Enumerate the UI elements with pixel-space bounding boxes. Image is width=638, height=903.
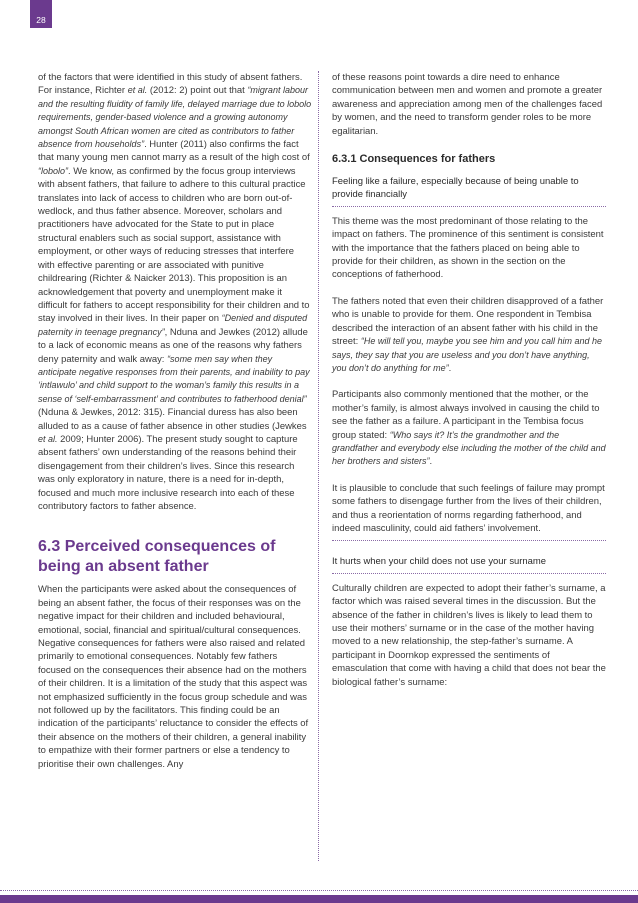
right-paragraph-2: This theme was the most predominant of those relating to the impact on fathers. The prominence of this sentiment is consistent with the importance that the fathers placed on being able to provide for their children, as shown in the section on the conceptions of fatherhood. (332, 215, 604, 281)
text-span: . We know, as confirmed by the focus group interviews with absent fathers, that failure to adhere to this cultural practice translates into lack of access to children who are born out-of-wedlock, and thus father absence. Moreover, scholars and practitioners have advocated for the State to put in place structural enablers such as social support, assistance with employment, or other ways of reducing stresses that interfere with effective parenting or are associated with punitive childrearing (Richter & Naicker 2013). This proposition is an acknowledgement that poverty and unemployment make it difficult for fathers to accept responsibility for their children and to stay involved in their lives. In their paper on (38, 165, 310, 325)
text-span: . (429, 456, 433, 468)
footer-rule (0, 890, 638, 891)
text-span: 2009; Hunter 2006). The present study sought to capture absent fathers’ own understanding of the reasons behind their disengagement from their children’s lives. Since this research was only exploratory in nature, there is a need for in-depth, focused and much more inclusive research into each of these contributory factors to father absence. (38, 433, 298, 512)
quote: “Denied and disputed paternity in teenage pregnancy” (38, 313, 308, 337)
theme-heading-failure: Feeling like a failure, especially because of being unable to provide financially (332, 175, 606, 207)
text-span: , Nduna and Jewkes (2012) allude to a lack of economic means as one of the reasons why fathers deny paternity and walk away: (38, 326, 308, 365)
text-span: et al. (127, 85, 148, 96)
quote: “some men say when they anticipate negative responses from their parents, and inability to pay ‘intlawulo’ and child support to the woman’s family this results in a sense of ‘self-embarrassment’ and contributes to fatherhood denial” (38, 353, 310, 404)
right-paragraph-1: of these reasons point towards a dire need to enhance communication between men and women and promote a greater awareness and appreciation among men of the challenges faced by women, and the need to transform gender roles to be more egalitarian. (332, 72, 603, 137)
right-paragraph-4 (332, 388, 606, 468)
quote: “He will tell you, maybe you see him and you call him and he says, they say that you are useless and you don’t have anything, you don’t do anything for me” (332, 336, 602, 373)
column-divider (318, 71, 319, 861)
text-span: The fathers noted that even their children disapproved of a father who is unable to provide for them. One respondent in Tembisa described the interaction of an absent father with his child in the street: (332, 295, 604, 348)
right-paragraph-5: It is plausible to conclude that such feelings of failure may prompt some fathers to disengage further from the lives of their children, and thus a reorientation of norms regarding fatherhood, and indeed masculinity, could aid fathers’ involvement. (332, 482, 606, 542)
subsection-heading: 6.3.1 Consequences for fathers (332, 153, 496, 166)
text-span: (Nduna & Jewkes, 2012: 315). Financial duress has also been alluded to as a cause of father absence in other studies (Jewkes (38, 407, 307, 432)
text-span: of the factors that were identified in this study of absent fathers. For instance, Richter (38, 72, 303, 97)
text-span: (2012: 2) point out that (147, 85, 248, 97)
footer-bar (0, 895, 638, 903)
quote: “migrant labour and the resulting fluidity of family life, delayed marriage due to lobolo requirements, gender-based violence and a growing autonomy amongst South African women are cited as contributors to father absence from households” (38, 85, 312, 150)
left-column (38, 71, 312, 771)
text-span: Participants also commonly mentioned that the mother, or the mother’s family, is almost always involved in causing the child to see the father as a failure. A participant in the Tembisa focus group stated: (332, 389, 600, 441)
section-heading: 6.3 Perceived consequences of being an absent father (38, 538, 276, 576)
theme-heading-surname: It hurts when your child does not use your surname (332, 555, 606, 573)
page-number: 28 (30, 0, 52, 28)
right-paragraph-3 (332, 295, 606, 375)
quote: “Who says it? It’s the grandmother and the grandfather and everybody else including the mother of the child and her brothers and sisters” (332, 429, 606, 467)
left-paragraph-2: When the participants were asked about the consequences of being an absent father, the focus of their responses was on the negative impact for their children and included behavioural, emotional, social, financial and spiritual/cultural consequences. Negative consequences for fathers were also raised and related primarily to emotional consequences. Notably few fathers focused on the consequences their absence had on the mothers of their children. It is a limitation of the study that this aspect was not emphasized sufficiently in the focus group schedule and was not followed up by the facilitators. This finding could be an indication of the participants’ reluctance to consider the effects of their absence on the mothers of their children, a general inability to empathize with their former partners or else a tendency to prioritise their own challenges. Any (38, 584, 309, 770)
right-paragraph-6: Culturally children are expected to adopt their father’s surname, a factor which was raised several times in the discussion. But the absence of the father in children’s lives is likely to lead them to use their mothers’ surname or in the case of the mother having moved to a new relationship, the step-father’s surname. A participant in Doornkop expressed the sentiments of emasculation that come with having a child that does not bear the biological father’s surname: (332, 582, 606, 688)
quote: “lobolo” (38, 165, 69, 176)
left-paragraph-1 (38, 71, 312, 513)
right-column (332, 71, 606, 689)
text-span: . (448, 362, 452, 374)
text-span: et al. (38, 433, 58, 444)
text-span: . Hunter (2011) also confirms the fact that many young men cannot marry as a result of the high cost of (38, 139, 310, 164)
